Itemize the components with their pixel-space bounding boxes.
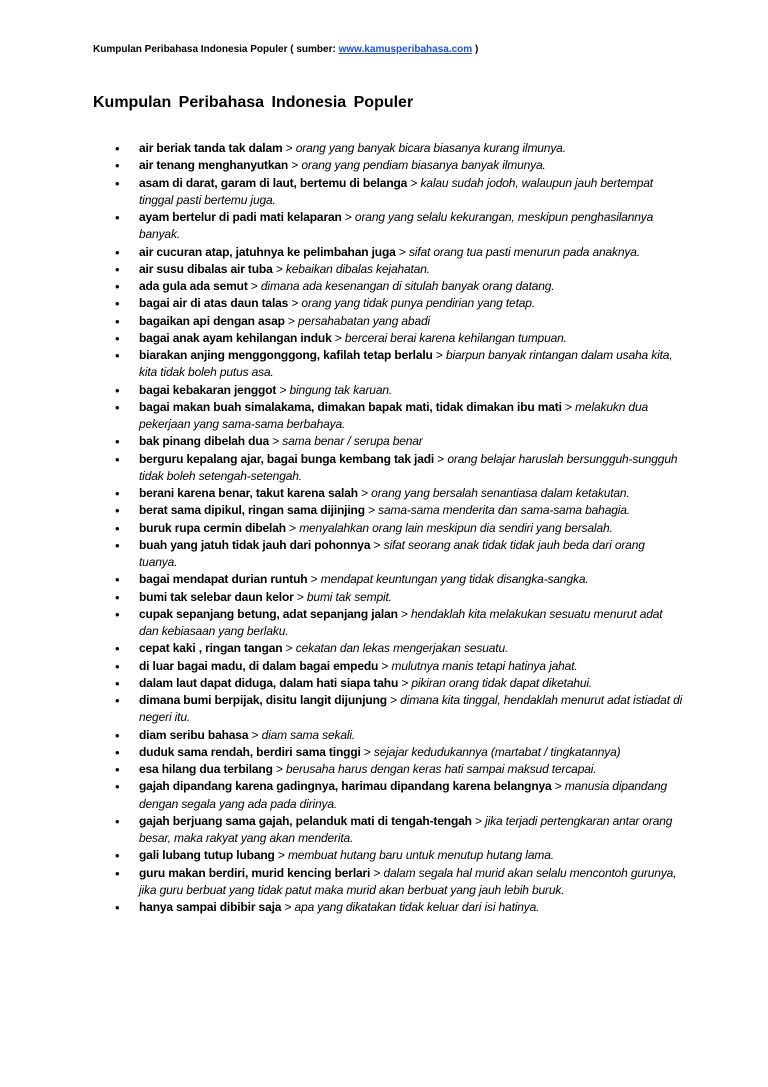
proverb-phrase: duduk sama rendah, berdiri sama tinggi [139,744,361,759]
proverb-phrase: ayam bertelur di padi mati kelaparan [139,210,342,224]
proverb-phrase: berani karena benar, takut karena salah [139,486,358,500]
proverb-phrase: air tenang menghanyutkan [139,158,289,173]
proverb-meaning: hendaklah kita melakukan sesuatu menurut adat dan kebiasaan yang berlaku. [139,606,663,638]
proverb-item: • buah yang jatuh tidak jauh dari pohonnya > sifat seorang anak tidak tidak jauh beda dari orang tuanya. [93,537,683,572]
proverb-meaning: manusia dipandang dengan segala yang ada pada dirinya. [139,779,668,811]
source-link[interactable]: www.kamusperibahasa.com [338,44,473,55]
proverb-meaning: melakukn dua pekerjaan yang sama-sama berbahaya. [139,399,648,431]
document-title: Kumpulan Peribahasa Indonesia Populer [93,94,414,111]
proverb-phrase: air susu dibalas air tuba [139,261,273,276]
proverb-meaning: mulutnya manis tetapi hatinya jahat. [391,658,578,673]
proverb-item: • diam seribu bahasa > diam sama sekali. [93,727,683,744]
proverb-phrase: asam di darat, garam di laut, bertemu di belanga [139,175,408,190]
proverb-phrase: bak pinang dibelah dua [139,434,270,449]
proverb-item: • air cucuran atap, jatuhnya ke pelimbahan juga > sifat orang tua pasti menurun pada anaknya. [93,244,683,261]
proverb-meaning: sifat orang tua pasti menurun pada anaknya. [408,244,640,259]
proverb-meaning: orang belajar haruslah bersungguh-sungguh tidak boleh setengah-setengah. [139,451,678,483]
proverb-item: • bumi tak selebar daun kelor > bumi tak sempit. [93,589,683,606]
proverb-phrase: biarakan anjing menggonggong, kafilah tetap berlalu [139,348,433,362]
proverb-item: • gali lubang tutup lubang > membuat hutang baru untuk menutup hutang lama. [93,847,683,864]
proverb-phrase: gali lubang tutup lubang [139,848,275,863]
proverb-item: • bagai kebakaran jenggot > bingung tak karuan. [93,382,683,399]
proverb-item: • duduk sama rendah, berdiri sama tinggi > sejajar kedudukannya (martabat / tingkatannya) [93,744,683,761]
proverb-meaning: sama-sama menderita dan sama-sama bahagia. [378,503,630,518]
proverb-item: • berani karena benar, takut karena salah > orang yang bersalah senantiasa dalam ketakutan. [93,485,683,502]
proverb-phrase: bagai anak ayam kehilangan induk [139,330,332,345]
proverb-meaning: orang yang tidak punya pendirian yang tetap. [301,296,535,311]
proverb-item: • gajah dipandang karena gadingnya, harimau dipandang karena belangnya > manusia dipandang dengan segala yang ada pada dirinya. [93,778,683,813]
proverb-item: • bagai air di atas daun talas > orang yang tidak punya pendirian yang tetap. [93,295,683,312]
proverb-item: • cupak sepanjang betung, adat sepanjang jalan > hendaklah kita melakukan sesuatu menurut adat dan kebiasaan yang berlaku. [93,606,683,641]
proverb-phrase: cupak sepanjang betung, adat sepanjang jalan [139,606,398,621]
proverb-phrase: berat sama dipikul, ringan sama dijinjing [139,503,365,518]
proverb-phrase: dimana bumi berpijak, disitu langit dijunjung [139,693,387,707]
proverb-phrase: bagai kebakaran jenggot [139,382,277,397]
proverb-item: • cepat kaki , ringan tangan > cekatan dan lekas mengerjakan sesuatu. [93,640,683,657]
proverb-phrase: berguru kepalang ajar, bagai bunga kembang tak jadi [139,451,435,466]
proverb-phrase: gajah dipandang karena gadingnya, harimau dipandang karena belangnya [139,779,552,794]
proverb-phrase: di luar bagai madu, di dalam bagai empedu [139,658,379,673]
running-header-end: ) [472,44,479,55]
proverb-meaning: dalam segala hal murid akan selalu mencontoh gurunya, jika guru berbuat yang tidak patut maka murid akan berbuat yang jauh lebih buruk. [139,865,677,897]
proverb-item: • di luar bagai madu, di dalam bagai empedu > mulutnya manis tetapi hatinya jahat. [93,658,683,675]
proverb-meaning: orang yang bersalah senantiasa dalam ketakutan. [371,486,630,500]
proverb-meaning: dimana ada kesenangan di situlah banyak orang datang. [260,279,555,293]
proverb-meaning: apa yang dikatakan tidak keluar dari isi hatinya. [294,900,540,914]
proverb-meaning: menyalahkan orang lain meskipun dia sendiri yang bersalah. [299,520,613,535]
proverb-item: • dalam laut dapat diduga, dalam hati siapa tahu > pikiran orang tidak dapat diketahui. [93,675,683,692]
proverb-meaning: berusaha harus dengan keras hati sampai maksud tercapai. [286,762,597,776]
proverb-item: • bagai makan buah simalakama, dimakan bapak mati, tidak dimakan ibu mati > melakukn dua pekerjaan yang sama-sama berbahaya. [93,399,683,434]
proverb-item: • berguru kepalang ajar, bagai bunga kembang tak jadi > orang belajar haruslah bersungguh-sungguh tidak boleh setengah-setengah. [93,451,683,486]
proverb-item: • ayam bertelur di padi mati kelaparan > orang yang selalu kekurangan, meskipun penghasilannya banyak. [93,209,683,244]
proverb-phrase: buruk rupa cermin dibelah [139,520,286,535]
running-header [93,44,478,55]
proverb-item: • berat sama dipikul, ringan sama dijinjing > sama-sama menderita dan sama-sama bahagia. [93,502,683,519]
proverb-phrase: bagai makan buah simalakama, dimakan bapak mati, tidak dimakan ibu mati [139,399,562,414]
proverb-item: • bagai anak ayam kehilangan induk > bercerai berai karena kehilangan tumpuan. [93,330,683,347]
proverb-item: • ada gula ada semut > dimana ada kesenangan di situlah banyak orang datang. [93,278,683,295]
proverb-phrase: bagai mendapat durian runtuh [139,572,308,587]
proverb-meaning: dimana kita tinggal, hendaklah menurut adat istiadat di negeri itu. [139,693,683,725]
proverb-item: • guru makan berdiri, murid kencing berlari > dalam segala hal murid akan selalu mencontoh gurunya, jika guru berbuat yang tidak patut maka murid akan berbuat yang jauh lebih buruk. [93,865,683,900]
proverb-meaning: pikiran orang tidak dapat diketahui. [411,675,593,690]
proverb-item: • buruk rupa cermin dibelah > menyalahkan orang lain meskipun dia sendiri yang bersalah. [93,520,683,537]
proverb-meaning: cekatan dan lekas mengerjakan sesuatu. [295,641,509,656]
proverb-meaning: sejajar kedudukannya (martabat / tingkatannya) [373,744,621,759]
proverb-meaning: bercerai berai karena kehilangan tumpuan. [344,330,567,345]
running-header-text: Kumpulan Peribahasa Indonesia Populer ( sumber: [93,44,339,55]
proverb-phrase: dalam laut dapat diduga, dalam hati siapa tahu [139,675,399,690]
proverb-meaning: orang yang selalu kekurangan, meskipun penghasilannya banyak. [139,210,654,242]
proverb-meaning: jika terjadi pertengkaran antar orang besar, maka rakyat yang akan menderita. [139,813,673,845]
proverb-meaning: mendapat keuntungan yang tidak disangka-sangka. [320,572,589,587]
proverb-meaning: biarpun banyak rintangan dalam usaha kita, kita tidak boleh putus asa. [139,348,673,380]
proverb-meaning: bingung tak karuan. [289,382,393,397]
proverb-meaning: membuat hutang baru untuk menutup hutang lama. [287,848,554,863]
proverb-phrase: bagaikan api dengan asap [139,313,285,328]
proverb-item: • hanya sampai dibibir saja > apa yang dikatakan tidak keluar dari isi hatinya. [93,899,683,916]
proverb-phrase: air beriak tanda tak dalam [139,141,283,155]
proverb-item: • gajah berjuang sama gajah, pelanduk mati di tengah-tengah > jika terjadi pertengkaran antar orang besar, maka rakyat yang akan menderita. [93,813,683,848]
proverb-phrase: bumi tak selebar daun kelor [139,589,294,604]
proverb-phrase: bagai air di atas daun talas [139,296,289,311]
proverb-item: • biarakan anjing menggonggong, kafilah tetap berlalu > biarpun banyak rintangan dalam usaha kita, kita tidak boleh putus asa. [93,347,683,382]
proverb-meaning: orang yang banyak bicara biasanya kurang ilmunya. [295,141,566,155]
proverb-item: • air tenang menghanyutkan > orang yang pendiam biasanya banyak ilmunya. [93,157,683,174]
proverb-item: • bagaikan api dengan asap > persahabatan yang abadi [93,313,683,330]
proverb-meaning: kalau sudah jodoh, walaupun jauh bertempat tinggal pasti bertemu juga. [139,175,653,207]
proverb-phrase: cepat kaki , ringan tangan [139,641,283,656]
proverb-meaning: bumi tak sempit. [306,589,392,604]
proverb-item: • asam di darat, garam di laut, bertemu di belanga > kalau sudah jodoh, walaupun jauh bertempat tinggal pasti bertemu juga. [93,175,683,210]
proverb-phrase: air cucuran atap, jatuhnya ke pelimbahan juga [139,244,396,259]
proverb-phrase: gajah berjuang sama gajah, pelanduk mati di tengah-tengah [139,813,472,828]
proverb-meaning: persahabatan yang abadi [298,313,431,328]
proverb-phrase: buah yang jatuh tidak jauh dari pohonnya [139,537,371,552]
proverb-item: • bak pinang dibelah dua > sama benar / serupa benar [93,433,683,450]
proverb-phrase: hanya sampai dibibir saja [139,900,282,914]
proverb-item: • air beriak tanda tak dalam > orang yang banyak bicara biasanya kurang ilmunya. [93,140,683,157]
proverb-meaning: diam sama sekali. [261,727,356,742]
proverb-list [93,140,683,916]
proverb-phrase: guru makan berdiri, murid kencing berlari [139,865,371,880]
proverb-phrase: esa hilang dua terbilang [139,762,273,776]
proverb-item: • bagai mendapat durian runtuh > mendapat keuntungan yang tidak disangka-sangka. [93,571,683,588]
proverb-item: • air susu dibalas air tuba > kebaikan dibalas kejahatan. [93,261,683,278]
proverb-item: • esa hilang dua terbilang > berusaha harus dengan keras hati sampai maksud tercapai. [93,761,683,778]
proverb-meaning: sama benar / serupa benar [282,434,423,449]
proverb-meaning: sifat seorang anak tidak tidak jauh beda dari orang tuanya. [139,537,645,569]
proverb-phrase: diam seribu bahasa [139,727,249,742]
proverb-meaning: orang yang pendiam biasanya banyak ilmunya. [301,158,546,173]
proverb-meaning: kebaikan dibalas kejahatan. [285,261,430,276]
proverb-phrase: ada gula ada semut [139,279,248,293]
proverb-item: • dimana bumi berpijak, disitu langit dijunjung > dimana kita tinggal, hendaklah menurut adat istiadat di negeri itu. [93,692,683,727]
